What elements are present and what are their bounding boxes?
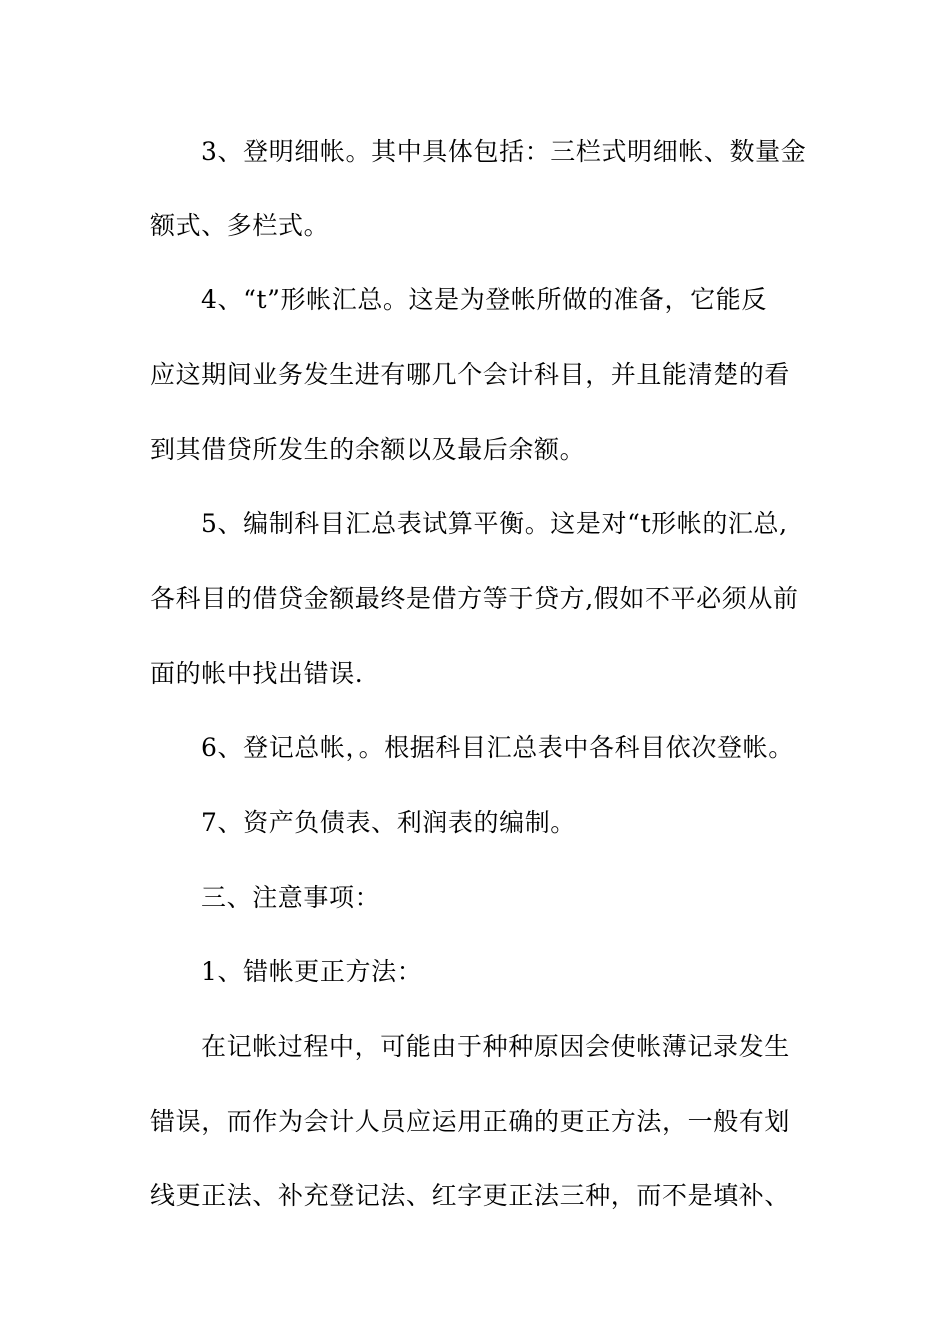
paragraph-line-3: 4、“t”形帐汇总。这是为登帐所做的准备，它能反 xyxy=(201,285,767,314)
paragraph-line-6: 5、编制科目汇总表试算平衡。这是对“t形帐的汇总, xyxy=(201,509,788,538)
paragraph-line-9: 6、登记总帐，。根据科目汇总表中各科目依次登帐。 xyxy=(201,733,794,762)
paragraph-line-8: 面的帐中找出错误. xyxy=(150,659,364,688)
paragraph-line-15: 线更正法、补充登记法、红字更正法三种，而不是填补、 xyxy=(150,1181,791,1210)
subsection-heading: 1、错帐更正方法： xyxy=(201,957,423,986)
section-heading: 三、注意事项： xyxy=(201,883,381,912)
paragraph-line-4: 应这期间业务发生进有哪几个会计科目，并且能清楚的看 xyxy=(150,360,791,389)
paragraph-line-13: 在记帐过程中，可能由于种种原因会使帐薄记录发生 xyxy=(201,1032,790,1061)
paragraph-line-14: 错误，而作为会计人员应运用正确的更正方法，一般有划 xyxy=(150,1107,791,1136)
paragraph-line-7: 各科目的借贷金额最终是借方等于贷方,假如不平必须从前 xyxy=(150,584,799,613)
paragraph-line-1: 3、登明细帐。其中具体包括：三栏式明细帐、数量金 xyxy=(201,137,807,166)
paragraph-line-5: 到其借贷所发生的余额以及最后余额。 xyxy=(150,435,586,464)
paragraph-line-10: 7、资产负债表、利润表的编制。 xyxy=(201,808,576,837)
paragraph-line-2: 额式、多栏式。 xyxy=(150,211,330,240)
